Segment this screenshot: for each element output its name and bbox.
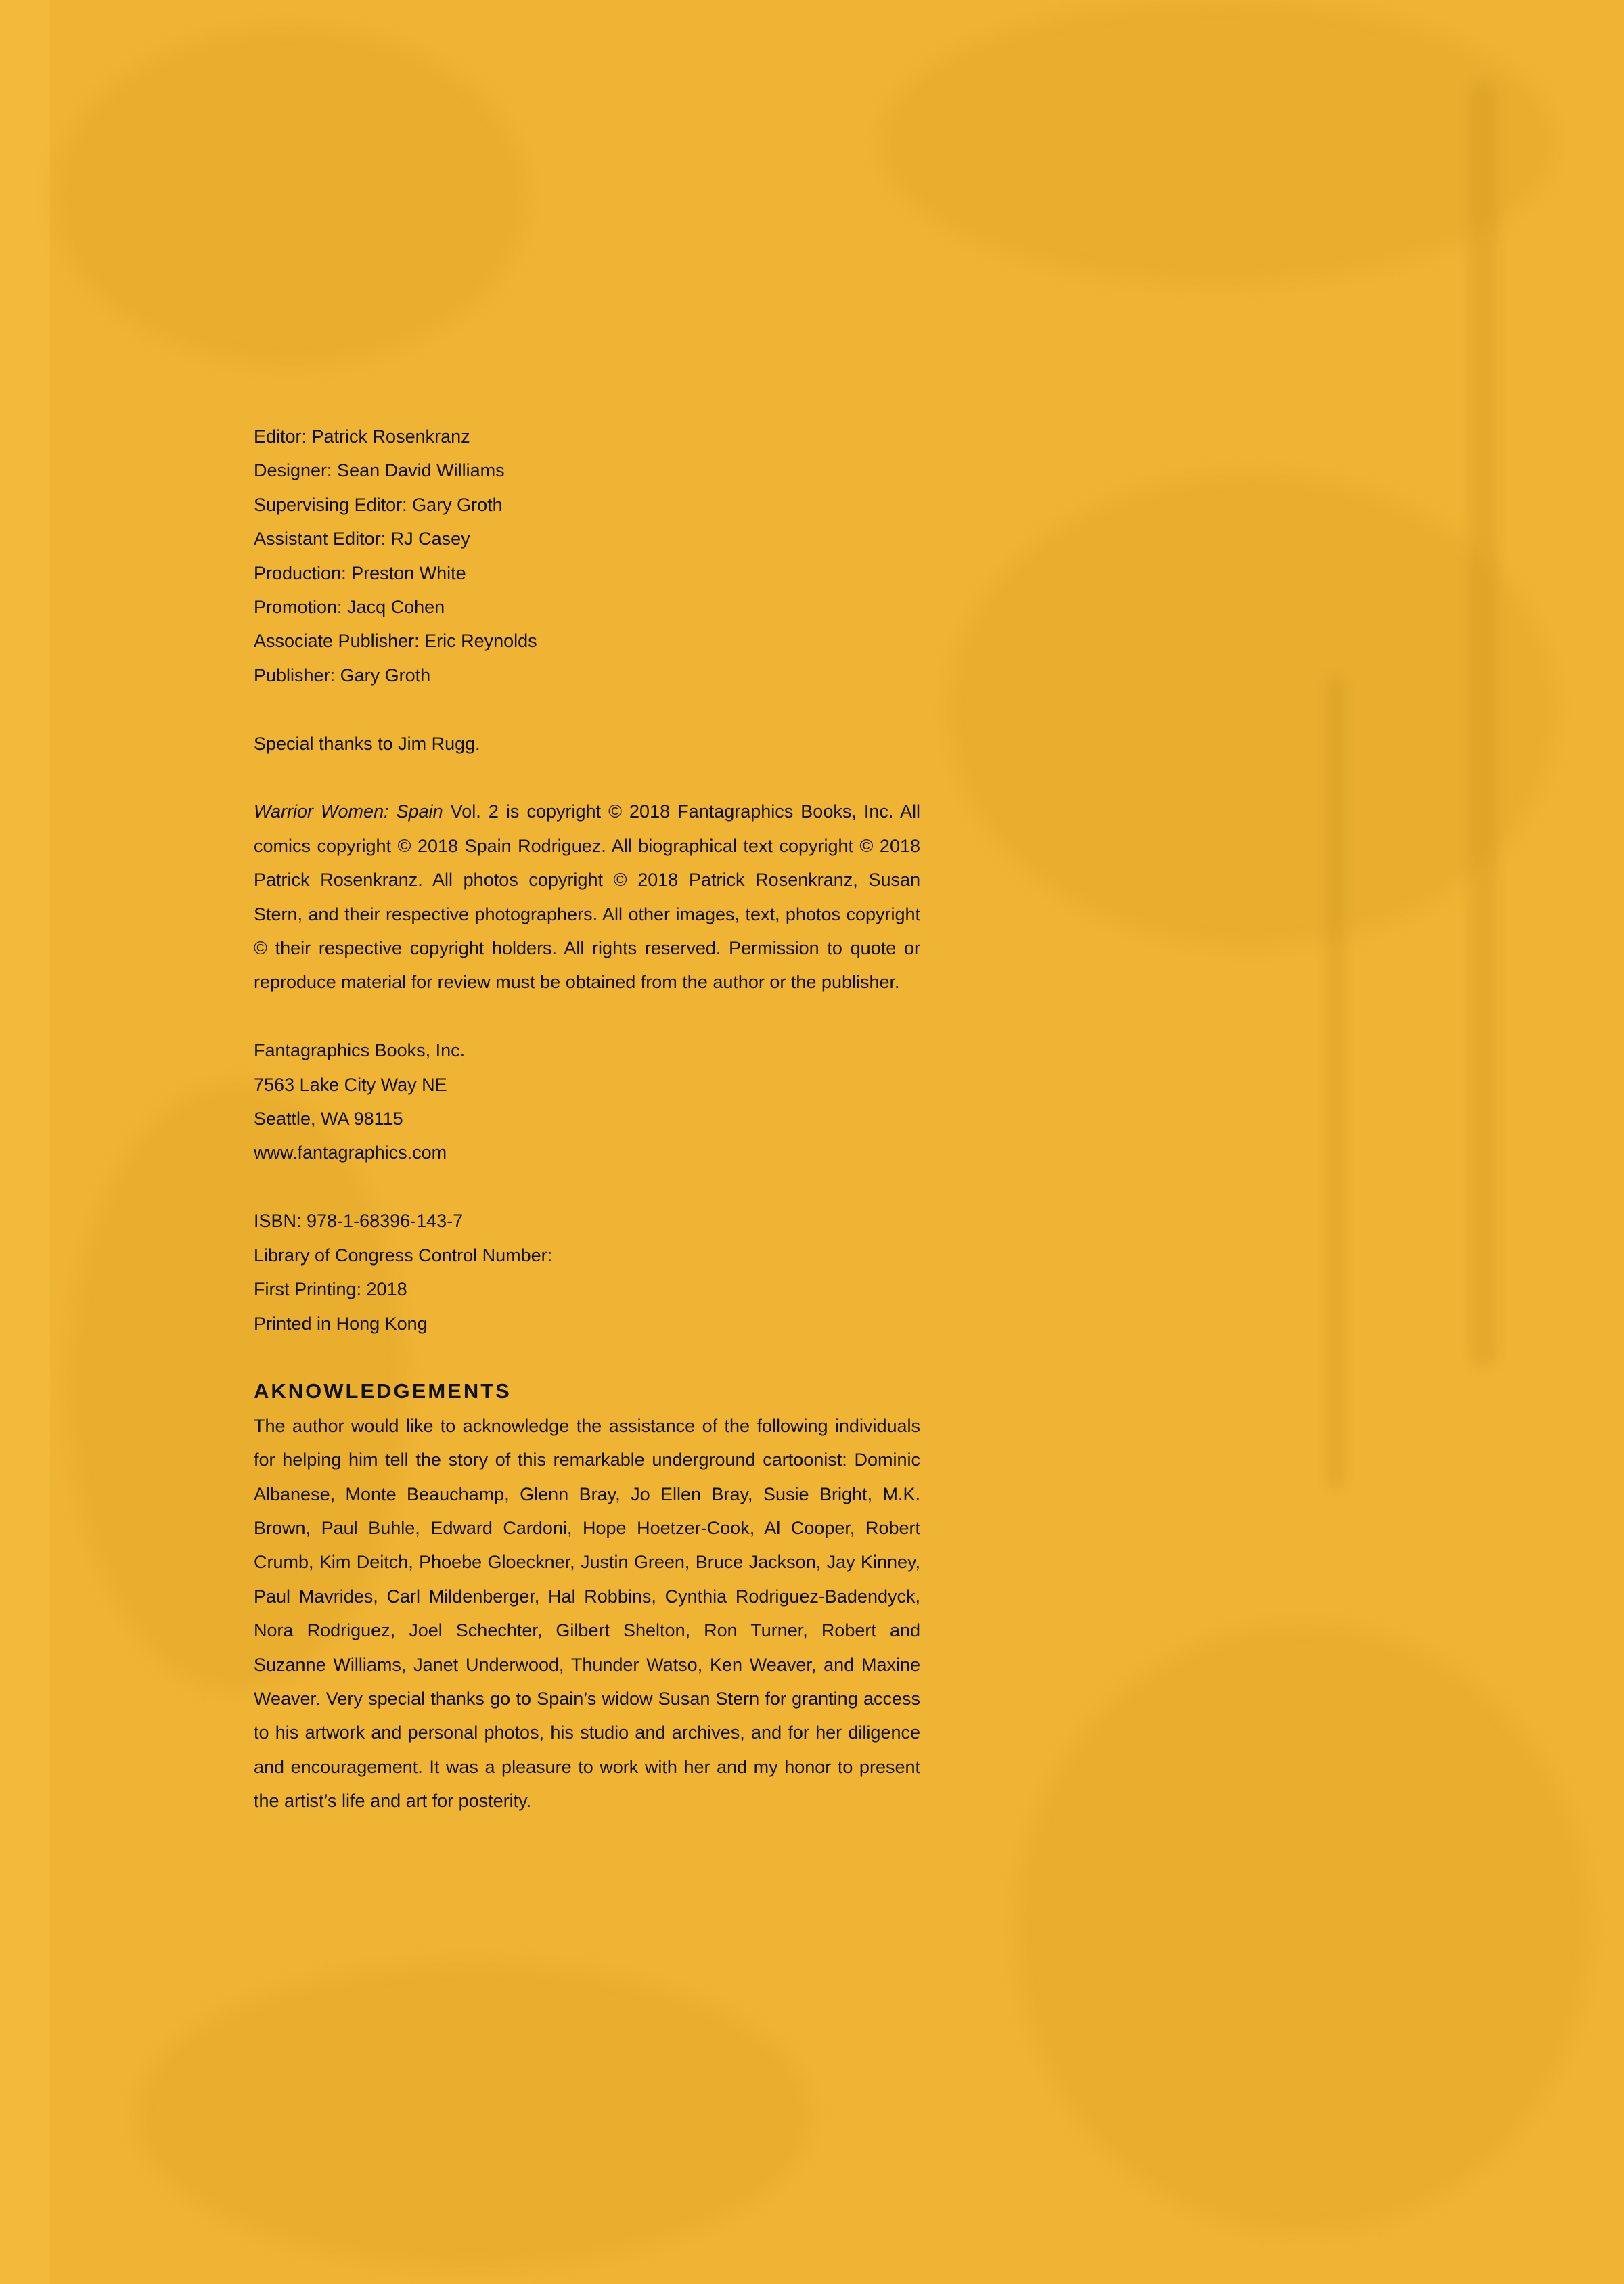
credit-publisher: Publisher: Gary Groth <box>254 665 431 686</box>
credit-assistant-editor: Assistant Editor: RJ Casey <box>254 529 470 550</box>
book-title: Warrior Women: Spain <box>254 801 443 822</box>
publisher-address <box>254 1033 920 1170</box>
grunge-streak <box>1326 677 1345 1489</box>
acknowledgements-text: The author would like to acknowledge the assistance of the following individuals for helping him tell the story of this remarkable underground cartoonist: Dominic Albanese, Monte Beauchamp, Glenn Bray, Jo Ellen Bray, Susie Bright, M.K. Brown, Paul Buhle, Edward Cardoni, Hope Hoetzer-Cook, Al Cooper, Robert Crumb, Kim Deitch, Phoebe Gloeckner, Justin Green, Bruce Jackson, Jay Kinney, Paul Mavrides, Carl Mildenberger, Hal Robbins, Cynthia Rodriguez-Badendyck, Nora Rodriguez, Joel Schechter, Gilbert Shelton, Ron Turner, Robert and Suzanne Williams, Janet Underwood, Thunder Watso, Ken Weaver, and Maxine Weaver. Very special thanks go to Spain’s widow Susan Stern for granting access to his artwork and personal photos, his studio and archives, and for her diligence and encouragement. It was a pleasure to work with her and my honor to present the artist’s life and art for posterity. <box>254 1415 920 1812</box>
publisher-name: Fantagraphics Books, Inc. <box>254 1040 466 1061</box>
loc-control-number: Library of Congress Control Number: <box>254 1245 553 1266</box>
credit-associate-publisher: Associate Publisher: Eric Reynolds <box>254 631 537 652</box>
grunge-texture <box>135 1963 812 2267</box>
credit-production: Production: Preston White <box>254 562 466 583</box>
copyright-text: Vol. 2 is copyright © 2018 Fantagraphics Books, Inc. All comics copyright © 2018 Spain Rodriguez. All biographical text copyright © 2018 Patrick Rosenkranz. All photos copyright © 2018 Patrick Rosenkranz, Susan Stern, and their respective photographers. All other images, text, photos copyright © their respective copyright holders. All rights reserved. Permission to quote or reproduce material for review must be obtained from the author or the publisher. <box>254 801 920 993</box>
acknowledgements-heading: AKNOWLEDGEMENTS <box>254 1379 512 1404</box>
book-spine-strip <box>0 0 50 2284</box>
credit-designer: Designer: Sean David Williams <box>254 460 505 481</box>
street-address: 7563 Lake City Way NE <box>254 1074 447 1095</box>
grunge-texture <box>54 27 528 365</box>
grunge-texture <box>880 0 1556 284</box>
credit-promotion: Promotion: Jacq Cohen <box>254 597 445 618</box>
isbn: ISBN: 978-1-68396-143-7 <box>254 1211 464 1232</box>
credit-editor: Editor: Patrick Rosenkranz <box>254 426 470 447</box>
city-state-zip: Seattle, WA 98115 <box>254 1109 403 1129</box>
grunge-texture <box>947 474 1556 947</box>
publisher-website: www.fantagraphics.com <box>254 1142 447 1163</box>
printed-in: Printed in Hong Kong <box>254 1313 428 1334</box>
copyright-notice <box>254 794 920 999</box>
grunge-streak <box>1468 81 1498 1367</box>
first-printing: First Printing: 2018 <box>254 1279 407 1300</box>
grunge-texture <box>1015 1624 1590 2233</box>
credits-block <box>254 420 920 692</box>
special-thanks: Special thanks to Jim Rugg. <box>254 733 480 754</box>
credit-supervising-editor: Supervising Editor: Gary Groth <box>254 494 503 515</box>
printing-info <box>254 1204 920 1341</box>
colophon-text-column <box>254 420 920 1818</box>
